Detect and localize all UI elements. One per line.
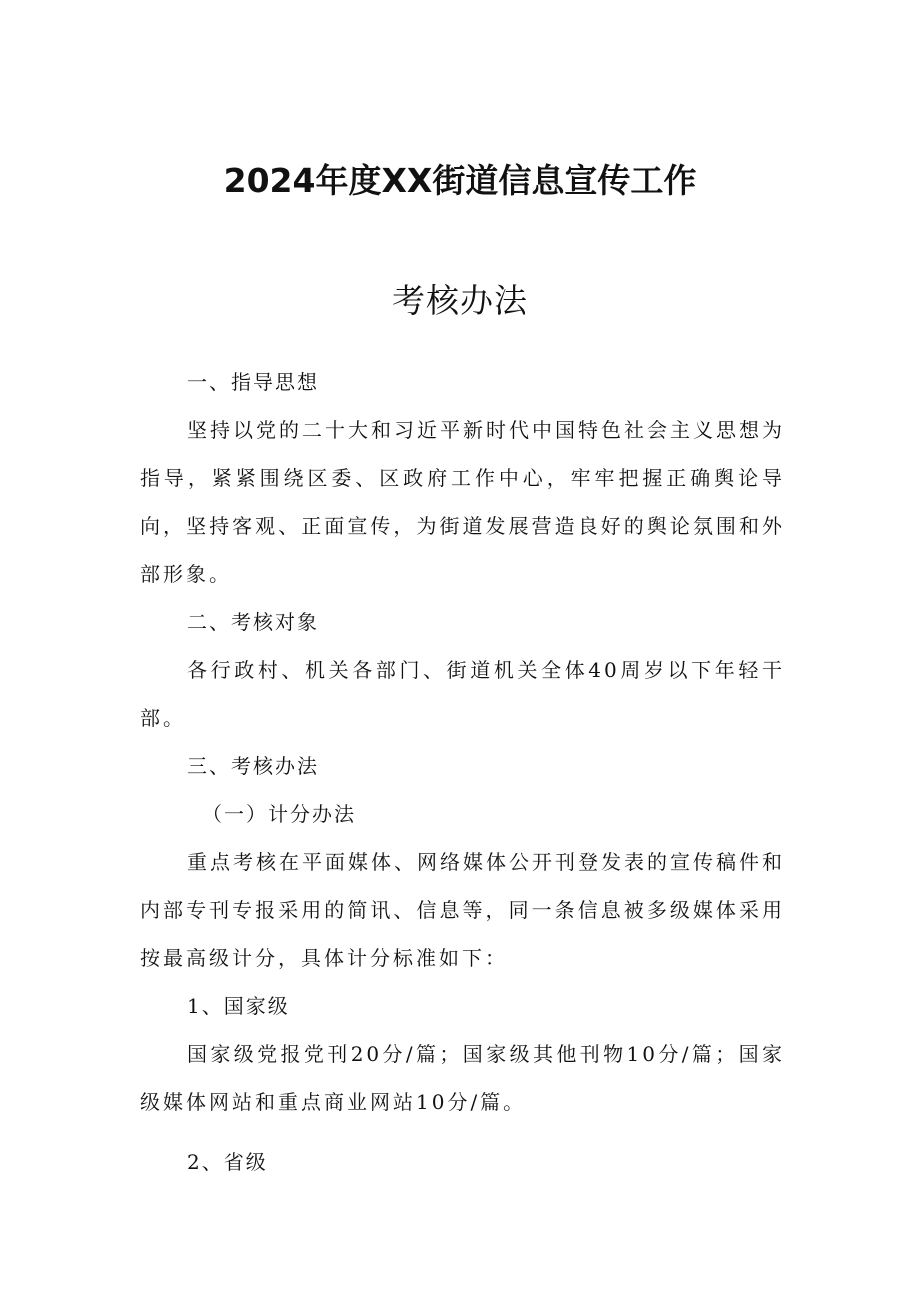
section-heading-assessment-targets: 二、考核对象 xyxy=(187,610,319,634)
document-title-line1: 2024年度XX街道信息宣传工作 xyxy=(223,161,697,200)
paragraph-assessment-targets: 各行政村、机关各部门、街道机关全体40周岁以下年轻干部。 xyxy=(140,658,785,730)
document-title-line2: 考核办法 xyxy=(392,281,528,320)
section-heading-guiding-ideology: 一、指导思想 xyxy=(187,370,319,394)
paragraph-scoring-method: 重点考核在平面媒体、网络媒体公开刊登发表的宣传稿件和内部专刊专报采用的简讯、信息等，同一条信息被多级媒体采用按最高级计分，具体计分标准如下： xyxy=(140,850,785,970)
level-heading-provincial: 2、省级 xyxy=(187,1150,268,1174)
document-body xyxy=(140,358,785,1186)
paragraph-guiding-ideology: 坚持以党的二十大和习近平新时代中国特色社会主义思想为指导，紧紧围绕区委、区政府工作中心，牢牢把握正确舆论导向，坚持客观、正面宣传，为街道发展营造良好的舆论氛围和外部形象。 xyxy=(140,418,785,586)
level-heading-national: 1、国家级 xyxy=(187,994,290,1018)
subsection-heading-scoring-method: （一）计分办法 xyxy=(202,802,356,826)
paragraph-national-level: 国家级党报党刊20分/篇；国家级其他刊物10分/篇；国家级媒体网站和重点商业网站10分/篇。 xyxy=(140,1042,785,1114)
section-heading-assessment-methods: 三、考核办法 xyxy=(187,754,319,778)
